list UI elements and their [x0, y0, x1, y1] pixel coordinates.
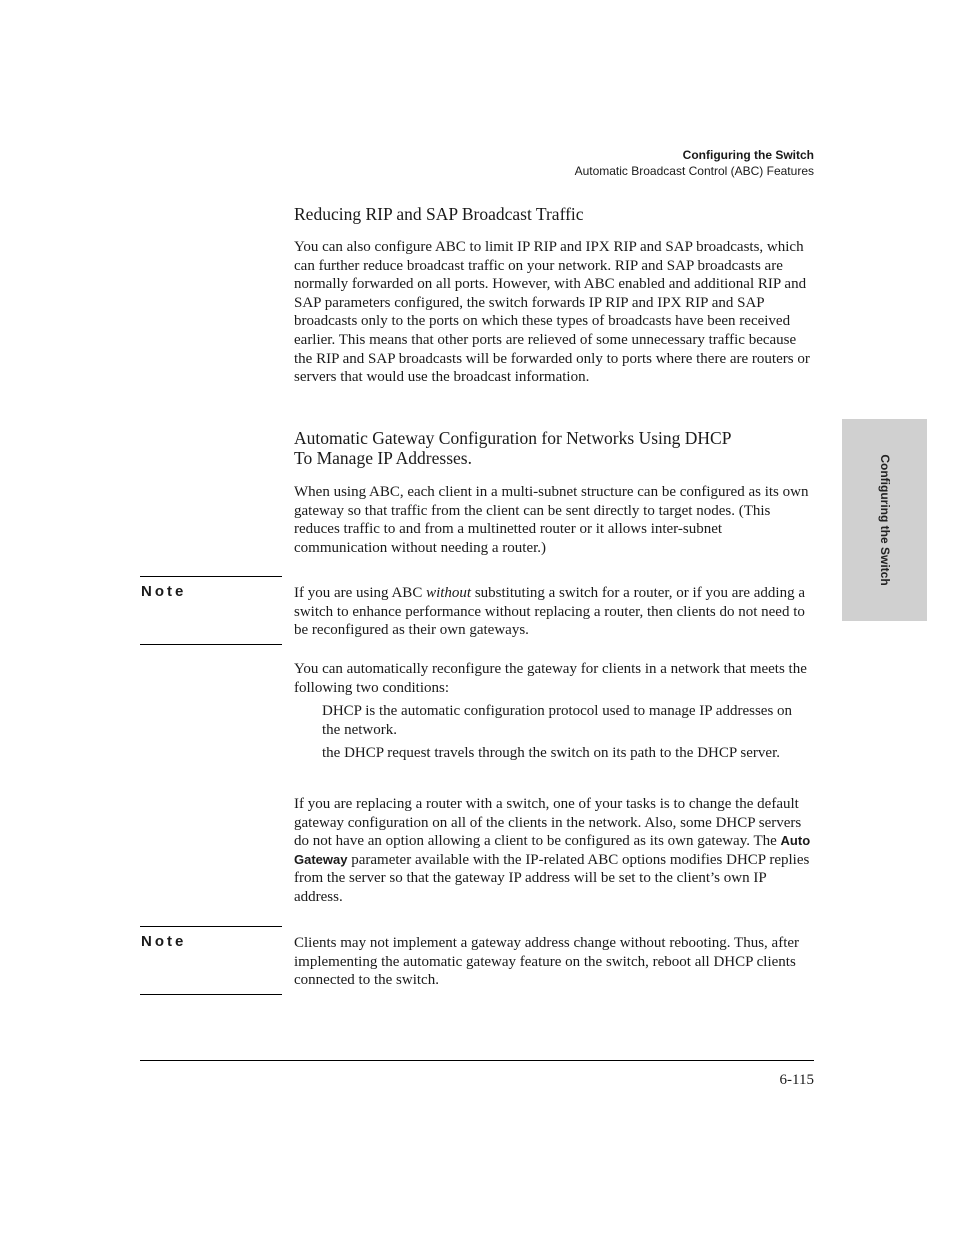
auto-gateway-parameter: Auto Gateway	[294, 833, 811, 867]
footer-rule	[140, 1060, 814, 1061]
note-text-before: If you are using ABC	[294, 585, 427, 601]
paragraph-rip-sap: You can also configure ABC to limit IP RIP and IPX RIP and SAP broadcasts, which can further reduce broadcast traffic on your network. RIP and SAP broadcasts are normally forwarded on all ports. However, with ABC enabled and additional RIP and SAP parameters configured, the switch forwards IP RIP and IPX RIP and SAP broadcasts only to the ports on which these types of broadcasts have been received earlier. This means that other ports are relieved of some unnecessary traffic because the RIP and SAP broadcasts will be forwarded only to ports where there are routers or servers that would use the broadcast information.	[294, 239, 810, 386]
section-title-rip-sap: Reducing RIP and SAP Broadcast Traffic	[294, 204, 584, 224]
paragraph-replacing-router	[294, 795, 815, 907]
paragraph-text-after: parameter available with the IP-related ABC options modifies DHCP replies from the server so that the gateway IP address will be set to the client’s own IP address.	[294, 851, 810, 905]
note-text: Clients may not implement a gateway address change without rebooting. Thus, after implementing the automatic gateway feature on the switch, reboot all DHCP clients connected to the switch.	[294, 935, 800, 989]
chapter-tab	[842, 419, 927, 621]
note-text	[294, 584, 815, 640]
section-title-auto-gateway	[294, 428, 814, 468]
note-text-after: substituting a switch for a router, or if you are adding a switch to enhance performance without replacing a router, then clients do not need to be reconfigured as their own gateways.	[294, 585, 805, 639]
paragraph-text-before: If you are replacing a router with a switch, one of your tasks is to change the default gateway configuration on all of the clients in the network. Also, some DHCP servers do not have an option allowing a client to be configured as its own gateway. The	[294, 796, 802, 850]
note-label: Note	[141, 583, 187, 600]
note-text-emphasis: without	[426, 585, 472, 601]
section-title-line-1: Automatic Gateway Configuration for Networks Using DHCP	[294, 428, 732, 448]
running-header-subtitle: Automatic Broadcast Control (ABC) Features	[574, 164, 814, 178]
paragraph-conditions: You can automatically reconfigure the gateway for clients in a network that meets the following two conditions:	[294, 661, 807, 696]
note-top-rule	[140, 576, 282, 577]
list-item: DHCP is the automatic configuration protocol used to manage IP addresses on the network.	[322, 703, 793, 738]
note-top-rule	[140, 926, 282, 927]
note-label: Note	[141, 933, 187, 950]
section-title-line-2: To Manage IP Addresses.	[294, 448, 472, 468]
list-item: the DHCP request travels through the switch on its path to the DHCP server.	[322, 745, 780, 761]
running-header-title: Configuring the Switch	[682, 148, 814, 162]
page-number: 6-115	[779, 1072, 814, 1088]
note-bottom-rule	[140, 994, 282, 995]
note-bottom-rule	[140, 644, 282, 645]
chapter-tab-label: Configuring the Switch	[877, 454, 892, 586]
paragraph-auto-gateway-intro: When using ABC, each client in a multi-subnet structure can be configured as its own gateway so that traffic from the client can be sent directly to target nodes. (This reduces traffic to and from a multinetted router or it allows inter-subnet communication without needing a router.)	[294, 484, 809, 556]
